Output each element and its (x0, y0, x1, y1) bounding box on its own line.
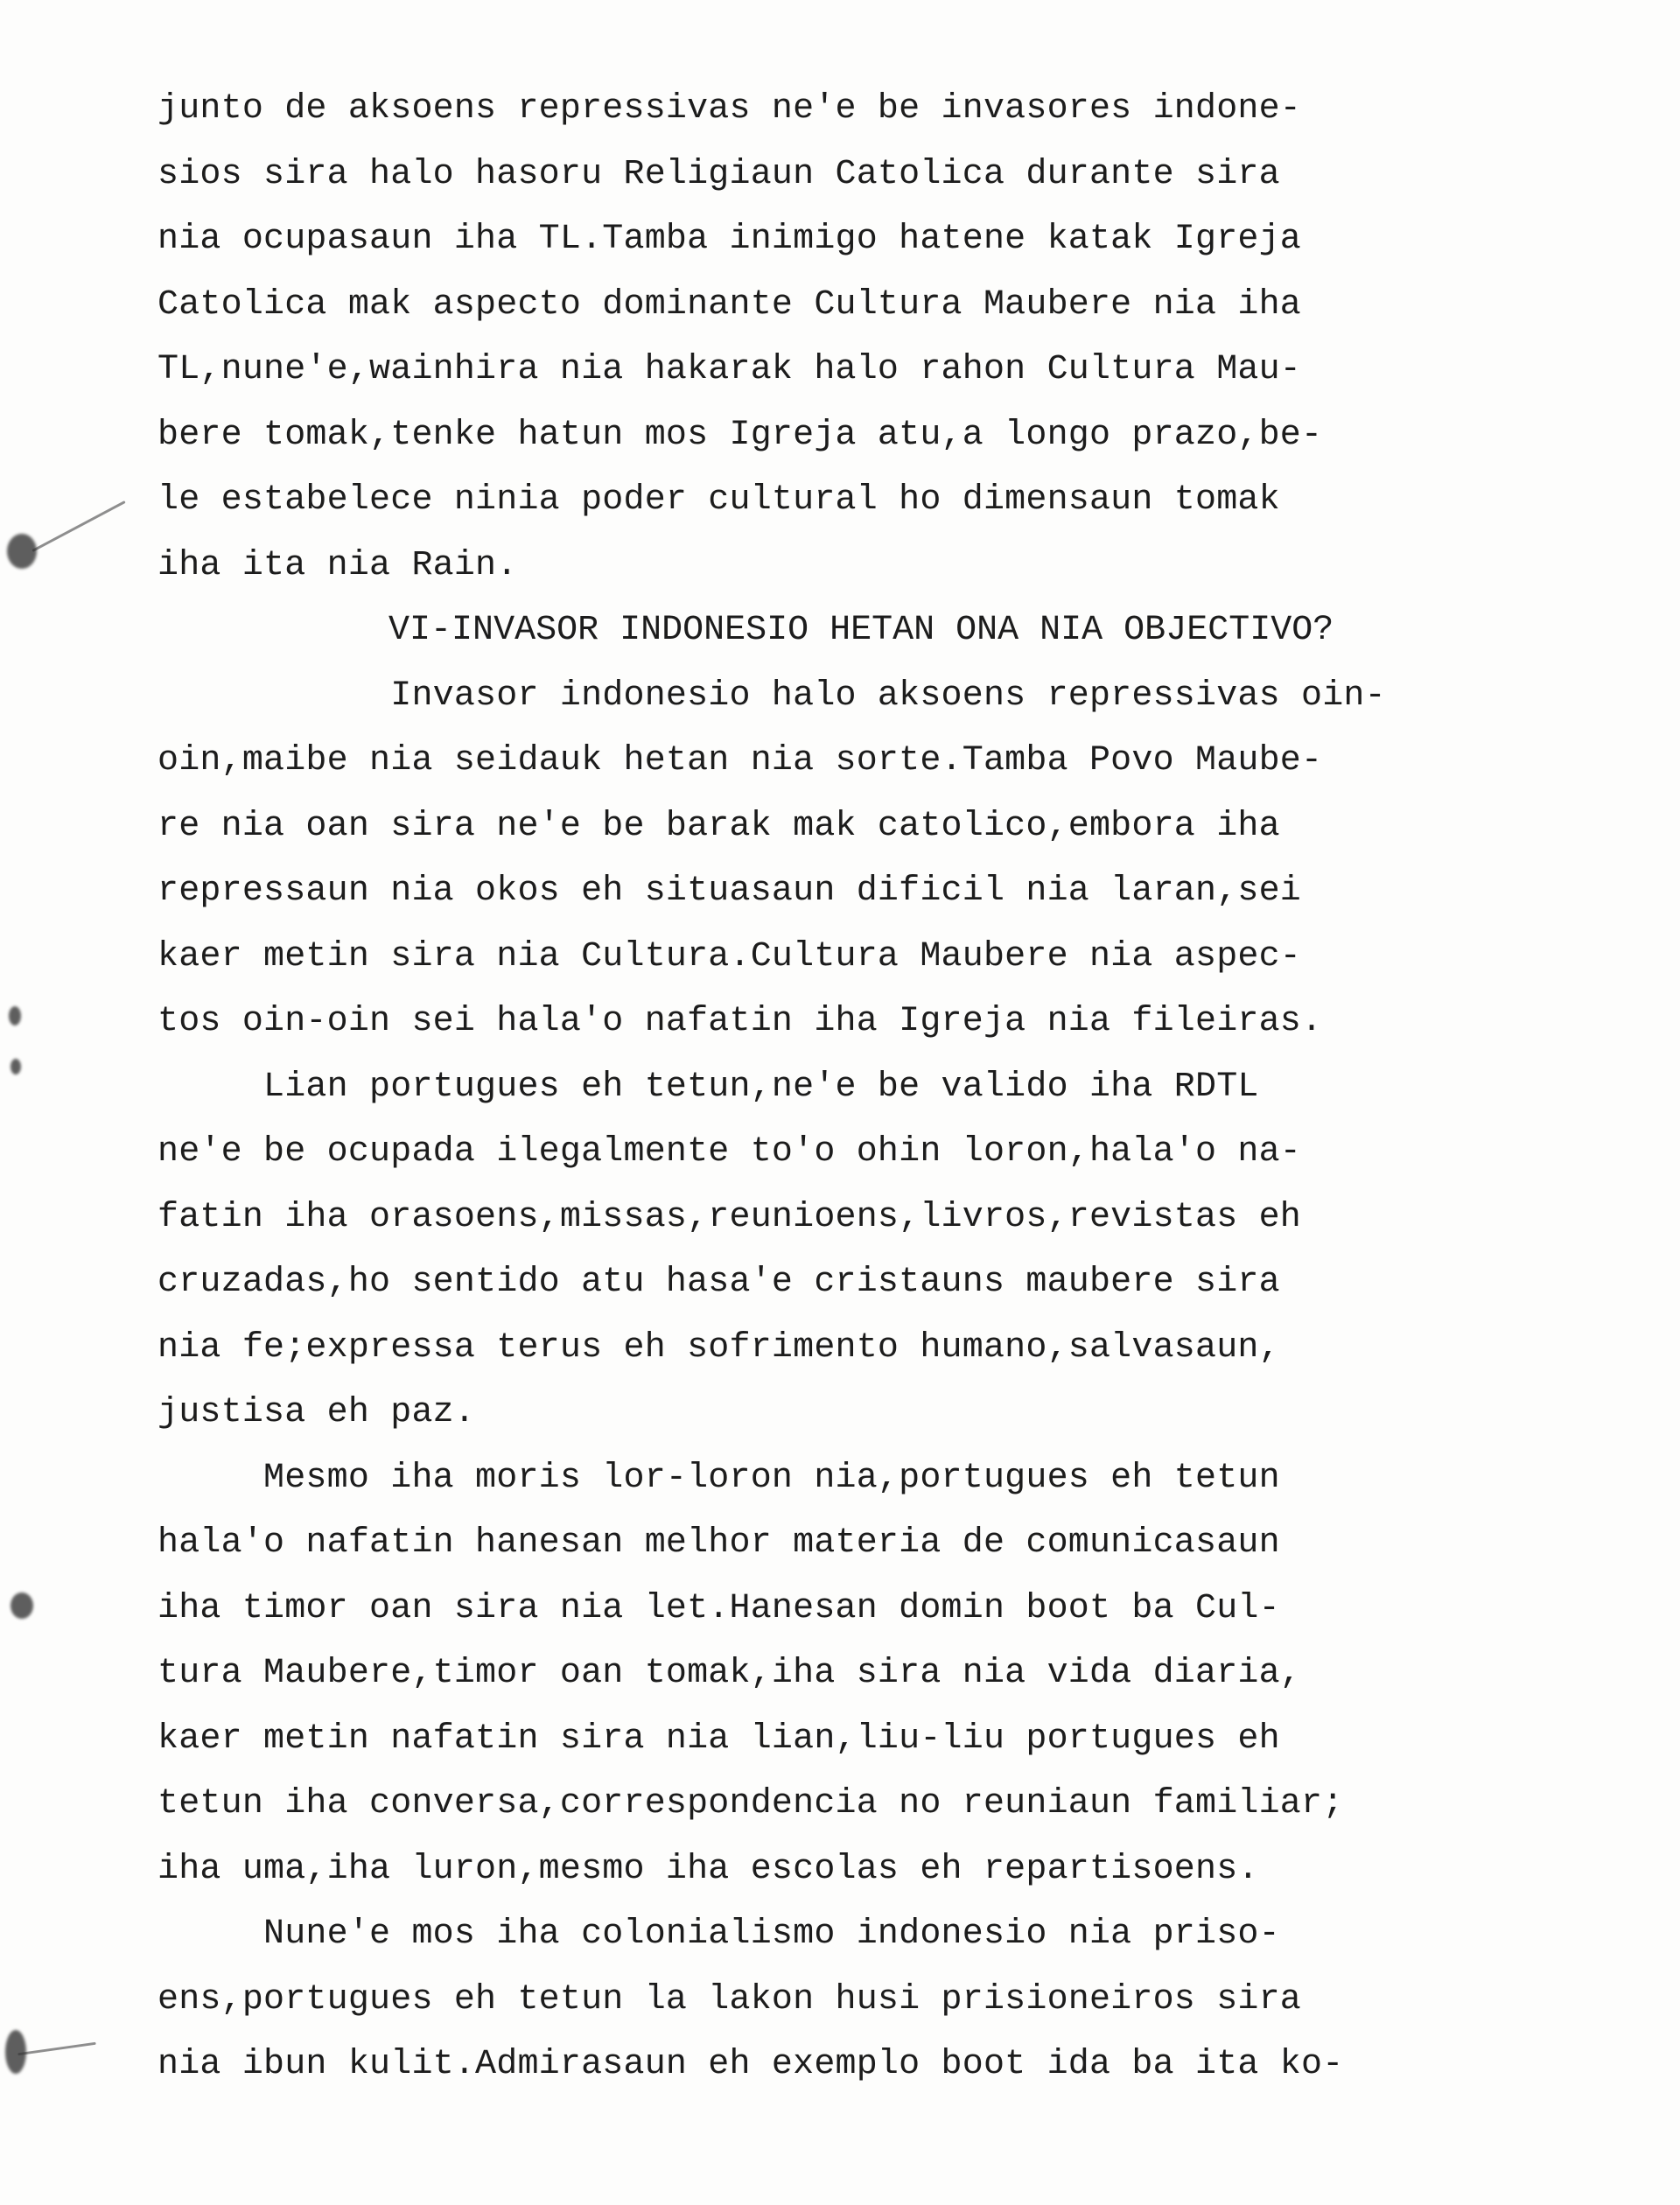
text-line: Lian portugues eh tetun,ne'e be valido iha RDTL (158, 1067, 1259, 1107)
text-line: kaer metin nafatin sira nia lian,liu-liu portugues eh (158, 1718, 1280, 1759)
text-line: nia fe;expressa terus eh sofrimento humano,salvasaun, (158, 1327, 1280, 1368)
text-line: le estabelece ninia poder cultural ho dimensaun tomak (158, 480, 1280, 520)
text-line: Mesmo iha moris lor-loron nia,portugues eh tetun (158, 1458, 1280, 1498)
text-line: nia ocupasaun iha TL.Tamba inimigo hatene katak Igreja (158, 220, 1302, 259)
text-line: oin,maibe nia seidauk hetan nia sorte.Tamba Povo Maube- (158, 741, 1323, 780)
margin-ink-streak (18, 2042, 96, 2055)
text-line: nia ibun kulit.Admirasaun eh exemplo boot ida ba ita ko- (158, 2045, 1344, 2084)
text-line: ens,portugues eh tetun la lakon husi prisioneiros sira (158, 1979, 1302, 2020)
text-line: tetun iha conversa,correspondencia no reuniaun familiar; (158, 1784, 1344, 1824)
text-line: junto de aksoens repressivas ne'e be invasores indone- (158, 89, 1302, 129)
text-line: re nia oan sira ne'e be barak mak catolico,embora iha (158, 806, 1280, 846)
text-line: justisa eh paz. (158, 1393, 476, 1432)
text-line: Invasor indonesio halo aksoens repressivas oin- (158, 676, 1386, 716)
text-line: ne'e be ocupada ilegalmente to'o ohin loron,hala'o na- (158, 1132, 1302, 1172)
text-line: Nune'e mos iha colonialismo indonesio nia priso- (158, 1914, 1280, 1954)
text-line: iha ita nia Rain. (158, 545, 518, 585)
text-line: sios sira halo hasoru Religiaun Catolica durante sira (158, 154, 1280, 194)
text-line: cruzadas,ho sentido atu hasa'e cristauns maubere sira (158, 1263, 1280, 1302)
text-line: fatin iha orasoens,missas,reunioens,livros,revistas eh (158, 1197, 1302, 1237)
text-line: TL,nune'e,wainhira nia hakarak halo rahon Cultura Mau- (158, 350, 1302, 389)
margin-ink-streak (32, 500, 125, 552)
margin-ink-blot (10, 1059, 21, 1074)
text-line: bere tomak,tenke hatun mos Igreja atu,a longo prazo,be- (158, 415, 1323, 455)
text-line: tura Maubere,timor oan tomak,iha sira nia vida diaria, (158, 1654, 1302, 1693)
section-heading: VI-INVASOR INDONESIO HETAN ONA NIA OBJECTIVO? (158, 611, 1334, 650)
text-line: kaer metin sira nia Cultura.Cultura Maubere nia aspec- (158, 936, 1302, 976)
text-line: iha timor oan sira nia let.Hanesan domin boot ba Cul- (158, 1588, 1280, 1628)
margin-ink-blot (9, 1006, 21, 1026)
margin-ink-blot (10, 1592, 33, 1619)
typewritten-text (158, 77, 1645, 2098)
text-line: hala'o nafatin hanesan melhor materia de comunicasaun (158, 1523, 1280, 1563)
text-line: tos oin-oin sei hala'o nafatin iha Igreja nia fileiras. (158, 1002, 1323, 1041)
margin-ink-blot (7, 534, 37, 569)
text-line: Catolica mak aspecto dominante Cultura Maubere nia iha (158, 284, 1302, 325)
text-line: repressaun nia okos eh situasaun dificil nia laran,sei (158, 872, 1302, 911)
text-line: iha uma,iha luron,mesmo iha escolas eh repartisoens. (158, 1849, 1259, 1889)
